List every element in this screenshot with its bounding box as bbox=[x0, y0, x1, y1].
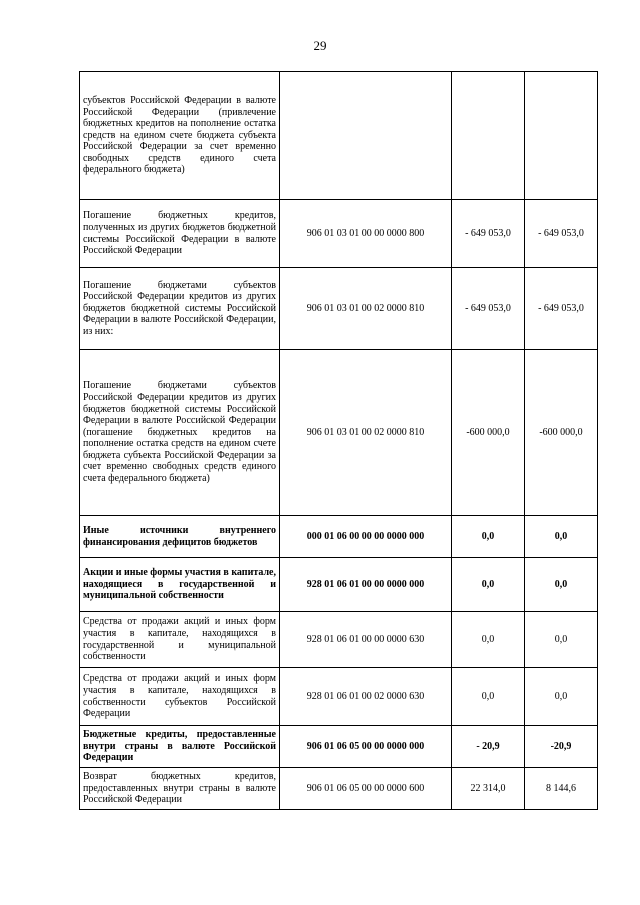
page-number: 29 bbox=[313, 38, 327, 53]
row-value-1 bbox=[452, 72, 525, 200]
row-code: 928 01 06 01 00 00 0000 000 bbox=[280, 558, 452, 612]
row-name: Средства от продажи акций и иных форм участия в капитале, находящихся в собственности субъектов Российской Федерации bbox=[80, 668, 280, 726]
table-row bbox=[80, 200, 598, 268]
table-row bbox=[80, 768, 598, 810]
row-value-1: - 20,9 bbox=[452, 726, 525, 768]
row-code bbox=[280, 72, 452, 200]
row-value-2: - 649 053,0 bbox=[525, 268, 598, 350]
row-code: 928 01 06 01 00 02 0000 630 bbox=[280, 668, 452, 726]
row-code: 906 01 06 05 00 00 0000 000 bbox=[280, 726, 452, 768]
table-row bbox=[80, 350, 598, 516]
row-value-2: 0,0 bbox=[525, 516, 598, 558]
row-code: 906 01 03 01 00 02 0000 810 bbox=[280, 350, 452, 516]
row-value-2: - 649 053,0 bbox=[525, 200, 598, 268]
row-code: 906 01 03 01 00 00 0000 800 bbox=[280, 200, 452, 268]
row-value-2 bbox=[525, 72, 598, 200]
row-value-2: -600 000,0 bbox=[525, 350, 598, 516]
table-row bbox=[80, 72, 598, 200]
row-value-2: 0,0 bbox=[525, 612, 598, 668]
row-value-1: 0,0 bbox=[452, 612, 525, 668]
row-name: Возврат бюджетных кредитов, предоставленных внутри страны в валюте Российской Федерации bbox=[80, 768, 280, 810]
table-row bbox=[80, 268, 598, 350]
table-row bbox=[80, 558, 598, 612]
row-name: Погашение бюджетных кредитов, полученных из других бюджетов бюджетной системы Российской Федерации в валюте Российской Федерации bbox=[80, 200, 280, 268]
table-row bbox=[80, 516, 598, 558]
row-value-1: 0,0 bbox=[452, 558, 525, 612]
row-value-2: -20,9 bbox=[525, 726, 598, 768]
row-name: Погашение бюджетами субъектов Российской Федерации кредитов из других бюджетов бюджетной системы Российской Федерации в валюте Российской Федерации, из них: bbox=[80, 268, 280, 350]
row-code: 000 01 06 00 00 00 0000 000 bbox=[280, 516, 452, 558]
table-row bbox=[80, 612, 598, 668]
row-value-2: 0,0 bbox=[525, 668, 598, 726]
row-code: 906 01 03 01 00 02 0000 810 bbox=[280, 268, 452, 350]
table-row bbox=[80, 726, 598, 768]
row-value-1: - 649 053,0 bbox=[452, 200, 525, 268]
row-value-1: 0,0 bbox=[452, 668, 525, 726]
row-value-2: 0,0 bbox=[525, 558, 598, 612]
row-value-2: 8 144,6 bbox=[525, 768, 598, 810]
row-code: 906 01 06 05 00 00 0000 600 bbox=[280, 768, 452, 810]
table-row bbox=[80, 668, 598, 726]
row-name: Акции и иные формы участия в капитале, находящиеся в государственной и муниципальной собственности bbox=[80, 558, 280, 612]
row-value-1: 0,0 bbox=[452, 516, 525, 558]
row-value-1: 22 314,0 bbox=[452, 768, 525, 810]
row-value-1: -600 000,0 bbox=[452, 350, 525, 516]
row-name: Бюджетные кредиты, предоставленные внутри страны в валюте Российской Федерации bbox=[80, 726, 280, 768]
row-value-1: - 649 053,0 bbox=[452, 268, 525, 350]
row-name: Погашение бюджетами субъектов Российской Федерации кредитов из других бюджетов бюджетной системы Российской Федерации в валюте Российской Федерации (погашение бюджетных кредитов на пополнение остатка средств на едином счете бюджета субъекта Российской Федерации за счет временно свободных средств единого счета федерального бюджета) bbox=[80, 350, 280, 516]
budget-sources-table bbox=[79, 71, 598, 810]
row-name: Иные источники внутреннего финансирования дефицитов бюджетов bbox=[80, 516, 280, 558]
row-code: 928 01 06 01 00 00 0000 630 bbox=[280, 612, 452, 668]
row-name: Средства от продажи акций и иных форм участия в капитале, находящихся в государственной и муниципальной собственности bbox=[80, 612, 280, 668]
row-name: субъектов Российской Федерации в валюте Российской Федерации (привлечение бюджетных кредитов на пополнение остатка средств на едином счете бюджета субъекта Российской Федерации за счет временно свободных средств единого счета федерального бюджета) bbox=[80, 72, 280, 200]
